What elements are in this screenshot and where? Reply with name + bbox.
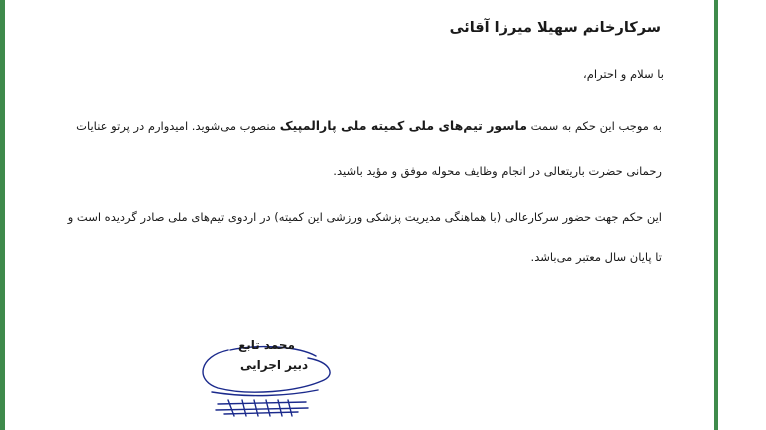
- body-line-1: [76, 118, 662, 133]
- greeting-line: با سلام و احترام،: [583, 67, 664, 81]
- body-line-4: تا پایان سال معتبر می‌باشد.: [530, 250, 662, 264]
- signatory-name: محمد تابع: [238, 338, 295, 352]
- body-line-1-post: منصوب می‌شوید. امیدوارم در پرتو عنایات: [76, 119, 280, 133]
- body-line-3: این حکم جهت حضور سرکارعالی (با هماهنگی مدیریت پزشکی ورزشی این کمیته) در اردوی تیم‌های ملی صادر گردیده است و: [67, 210, 662, 224]
- position-title: ماسور تیم‌های ملی کمیته ملی پارالمپیک: [279, 118, 527, 133]
- signatory-title: دبیر اجرایی: [240, 358, 309, 372]
- recipient-heading: سرکارخانم سهیلا میرزا آقائی: [449, 20, 661, 36]
- right-margin: [718, 0, 766, 430]
- body-line-1-pre: به موجب این حکم به سمت: [526, 119, 662, 133]
- left-border-line: [0, 0, 5, 430]
- body-line-2: رحمانی حضرت باریتعالی در انجام وظایف محوله موفق و مؤید باشید.: [333, 164, 662, 178]
